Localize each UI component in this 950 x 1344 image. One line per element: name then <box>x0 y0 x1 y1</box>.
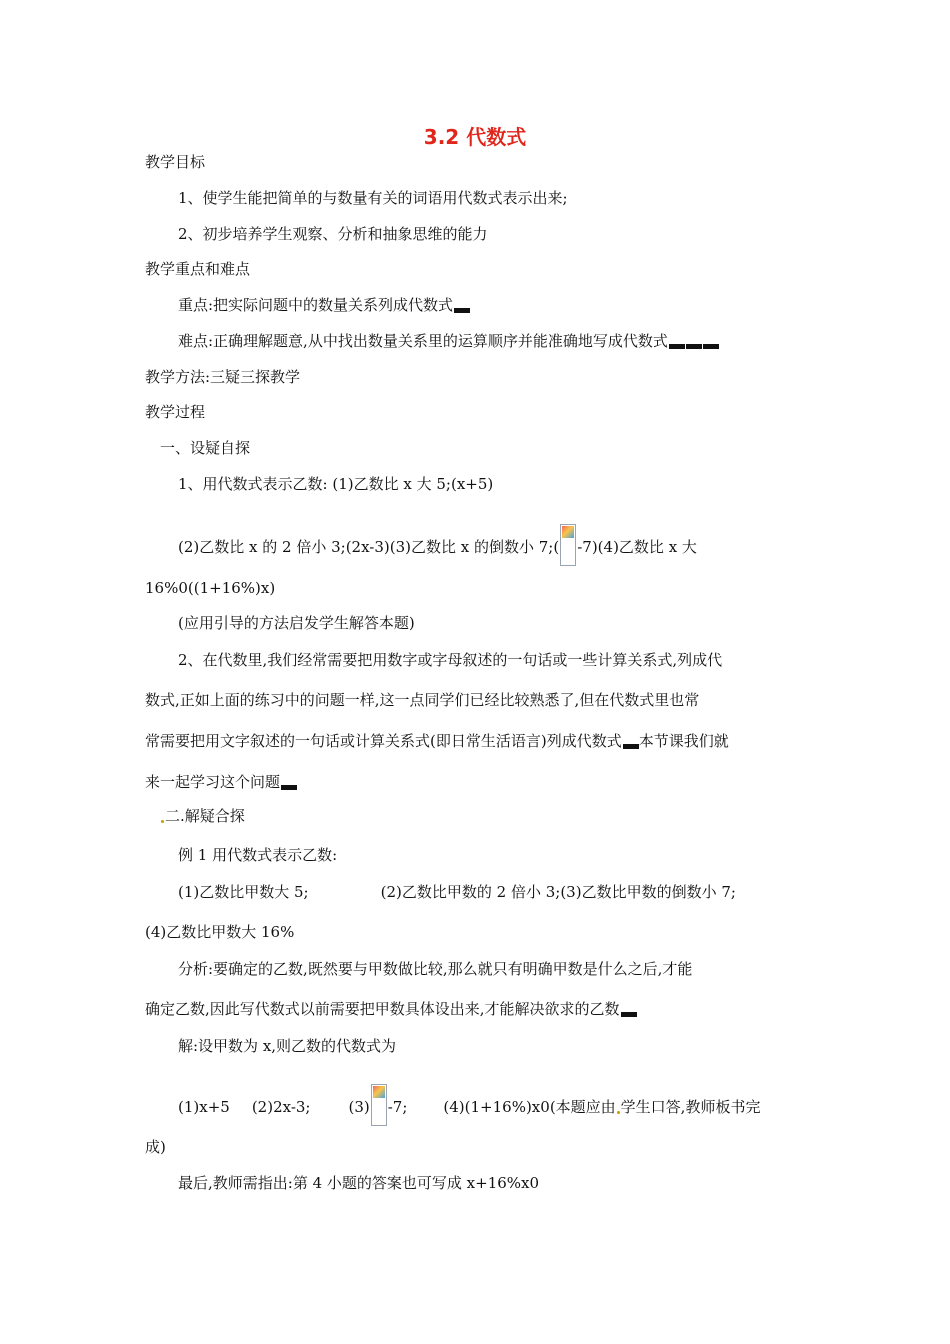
example-line-1 <box>178 882 736 902</box>
example-items-2-3: (2)乙数比甲数的 2 倍小 3;(3)乙数比甲数的倒数小 7; <box>380 883 736 901</box>
page-title: 3.2 代数式 <box>423 125 527 149</box>
paragraph-2-line-2: 数式,正如上面的练习中的问题一样,这一点同学们已经比较熟悉了,但在代数式里也常 <box>145 691 700 709</box>
paragraph-2-line-3 <box>145 731 729 751</box>
analysis-line-2 <box>145 999 637 1019</box>
question-1-line-2 <box>178 524 697 566</box>
section-2-text: 二.解疑合探 <box>165 807 245 825</box>
difficult-point <box>178 331 719 351</box>
answer-4-b: 学生口答,教师板书完 <box>620 1098 761 1116</box>
answer-1: (1)x+5 <box>178 1098 230 1116</box>
answers-line <box>178 1084 760 1126</box>
goal-1: 1、使学生能把简单的与数量有关的词语用代数式表示出来; <box>178 189 568 207</box>
process-heading: 教学过程 <box>145 403 206 421</box>
goals-heading: 教学目标 <box>145 153 206 171</box>
answer-4-a: (4)(1+16%)x0(本题应由 <box>443 1098 616 1116</box>
answers-end: 成) <box>145 1138 166 1156</box>
final-note: 最后,教师需指出:第 4 小题的答案也可写成 x+16%x0 <box>178 1174 540 1192</box>
question-1-note: (应用引导的方法启发学生解答本题) <box>178 614 415 632</box>
paragraph-2-line-1: 2、在代数里,我们经常需要把用数字或字母叙述的一句话或一些计算关系式,列成代 <box>178 651 723 669</box>
section-2-heading <box>160 806 245 826</box>
broken-image-icon <box>560 524 576 566</box>
answer-3-b: -7; <box>387 1098 408 1116</box>
question-1-line-3: 16%0((1+16%)x) <box>145 579 276 597</box>
key-point <box>178 295 470 315</box>
paragraph-2-line-3-a: 常需要把用文字叙述的一句话或计算关系式(即日常生活语言)列成代数式 <box>145 732 622 750</box>
goal-2: 2、初步培养学生观察、分析和抽象思维的能力 <box>178 225 488 243</box>
redaction-mark <box>281 785 297 790</box>
stray-dot <box>617 1111 620 1114</box>
redaction-mark <box>623 744 639 749</box>
key-point-text: 重点:把实际问题中的数量关系列成代数式 <box>178 296 454 314</box>
solution-intro: 解:设甲数为 x,则乙数的代数式为 <box>178 1037 397 1055</box>
teaching-method: 教学方法:三疑三探教学 <box>145 368 301 386</box>
redaction-mark <box>686 344 702 349</box>
section-1-heading: 一、设疑自探 <box>160 439 251 457</box>
redaction-mark <box>621 1012 637 1017</box>
question-1-line-2-a: (2)乙数比 x 的 2 倍小 3;(2x-3)(3)乙数比 x 的倒数小 7;( <box>178 538 560 556</box>
paragraph-2-line-3-b: 本节课我们就 <box>638 732 729 750</box>
keypoints-heading: 教学重点和难点 <box>145 260 251 278</box>
paragraph-2-line-4 <box>145 772 297 792</box>
answer-2: (2)2x-3; <box>251 1098 311 1116</box>
redaction-mark <box>669 344 685 349</box>
broken-image-icon <box>371 1084 387 1126</box>
question-1-line-2-b: -7)(4)乙数比 x 大 <box>577 538 697 556</box>
analysis-line-1: 分析:要确定的乙数,既然要与甲数做比较,那么就只有明确甲数是什么之后,才能 <box>178 960 693 978</box>
example-item-1: (1)乙数比甲数大 5; <box>178 883 309 901</box>
question-1-line-1: 1、用代数式表示乙数: (1)乙数比 x 大 5;(x+5) <box>178 475 494 493</box>
answer-3-a: (3) <box>348 1098 370 1116</box>
stray-dot <box>161 820 164 823</box>
difficult-point-text: 难点:正确理解题意,从中找出数量关系里的运算顺序并能准确地写成代数式 <box>178 332 668 350</box>
redaction-mark <box>703 344 719 349</box>
redaction-mark <box>454 308 470 313</box>
analysis-line-2-text: 确定乙数,因此写代数式以前需要把甲数具体设出来,才能解决欲求的乙数 <box>145 1000 620 1018</box>
example-1-heading: 例 1 用代数式表示乙数: <box>178 846 338 864</box>
example-line-2: (4)乙数比甲数大 16% <box>145 923 295 941</box>
paragraph-2-line-4-text: 来一起学习这个问题 <box>145 773 281 791</box>
